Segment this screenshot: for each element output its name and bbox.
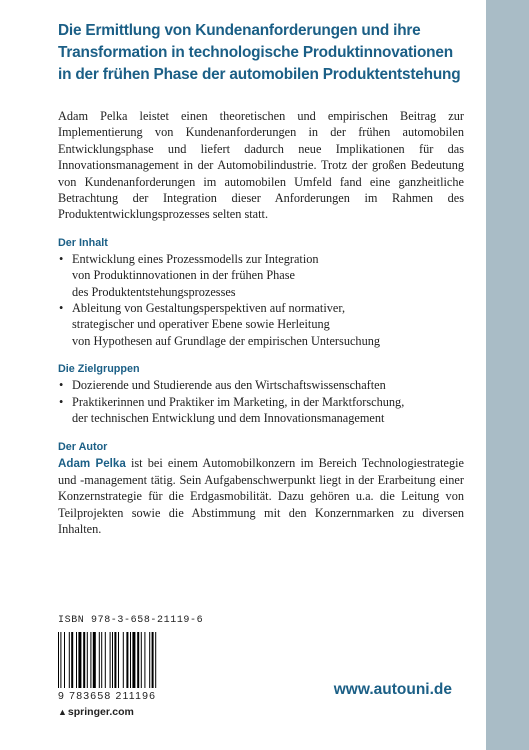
barcode-bar: [69, 632, 70, 688]
spine-color-bar: [486, 0, 529, 750]
section-heading-zielgruppen: Die Zielgruppen: [58, 363, 140, 376]
barcode-bar: [101, 632, 102, 688]
back-cover-content: [58, 20, 464, 538]
headline-line: Transformation in technologische Produktinnovationen: [58, 44, 453, 61]
barcode-bar: [155, 632, 156, 688]
barcode-bar: [132, 632, 135, 688]
isbn-label: ISBN 978-3-658-21119-6: [58, 615, 204, 626]
barcode-bar: [99, 632, 100, 688]
barcode-bar: [83, 632, 85, 688]
list-item: • Entwicklung eines Prozessmodells zur Integration von Produktinnovationen in der frühen Phase des Produktentstehungsprozesses: [58, 251, 464, 300]
barcode-bar: [64, 632, 65, 688]
barcode-image: [58, 632, 194, 688]
barcode-digits: 9 783658 211196: [58, 690, 157, 702]
barcode-bar: [114, 632, 116, 688]
publisher-label: springer.com: [67, 706, 134, 718]
headline-line: in der frühen Phase der automobilen Produktentstehung: [58, 66, 461, 83]
section-heading-autor: Der Autor: [58, 440, 108, 453]
series-website-link[interactable]: www.autouni.de: [333, 681, 452, 698]
barcode-bar: [149, 632, 150, 688]
author-name: Adam Pelka: [58, 456, 126, 470]
zielgruppen-list: [58, 377, 464, 426]
barcode-bar: [60, 632, 61, 688]
barcode-bar: [93, 632, 96, 688]
barcode-bar: [144, 632, 145, 688]
barcode-bar: [78, 632, 81, 688]
author-paragraph: [58, 455, 464, 538]
book-headline: [58, 20, 464, 86]
barcode-bar: [126, 632, 128, 688]
intro-paragraph: Adam Pelka leistet einen theoretischen und empirischen Beitrag zur Implementierung von Kundenanforderungen in der frühen automobilen Entwicklungsphase und liefert dadurch neue Implikationen für das Innovationsmanagement in der Automobilindustrie. Trotz der großen Bedeutung von Kundenanforderungen im automobilen Umfeld fand eine ganzheitliche Betrachtung der Integration dieser Anforderungen im Rahmen des Produktentwicklungsprozesses selten statt.: [58, 109, 464, 222]
list-item: • Dozierende und Studierende aus den Wirtschaftswissenschaften: [58, 377, 464, 393]
barcode-bar: [105, 632, 106, 688]
headline-line: Die Ermittlung von Kundenanforderungen und ihre: [58, 22, 421, 39]
barcode-bar: [118, 632, 119, 688]
barcode-bar: [123, 632, 124, 688]
barcode-bar: [137, 632, 139, 688]
barcode-bar: [58, 632, 59, 688]
barcode-bar: [87, 632, 88, 688]
barcode-bar: [90, 632, 91, 688]
author-bio: ist bei einem Automobilkonzern im Bereich Technologiestrategie und -management tätig. Sein Aufgabenschwerpunkt liegt in der Erarbeitung einer Konzernstrategie für die Erdgasmobilität. Dazu gehören u.a. die Leitung von Teilprojekten sowie die Abstimmung mit den Konzernmarken zu diversen Inhalten.: [58, 455, 465, 537]
barcode-bar: [152, 632, 154, 688]
list-item: • Praktikerinnen und Praktiker im Marketing, in der Marktforschung, der technischen Entwicklung und dem Innovationsmanagement: [58, 394, 464, 427]
publisher-link[interactable]: [58, 706, 134, 718]
barcode-bar: [110, 632, 111, 688]
section-heading-inhalt: Der Inhalt: [58, 236, 108, 249]
barcode-bar: [130, 632, 131, 688]
barcode-bar: [141, 632, 142, 688]
barcode-bar: [112, 632, 113, 688]
barcode-bar: [76, 632, 77, 688]
barcode-bar: [71, 632, 73, 688]
inhalt-list: [58, 251, 464, 349]
springer-horse-icon: ▲: [58, 707, 67, 717]
list-item: • Ableitung von Gestaltungsperspektiven auf normativer, strategischer und operativer Ebene sowie Herleitung von Hypothesen auf Grundlage der empirischen Untersuchung: [58, 300, 464, 349]
